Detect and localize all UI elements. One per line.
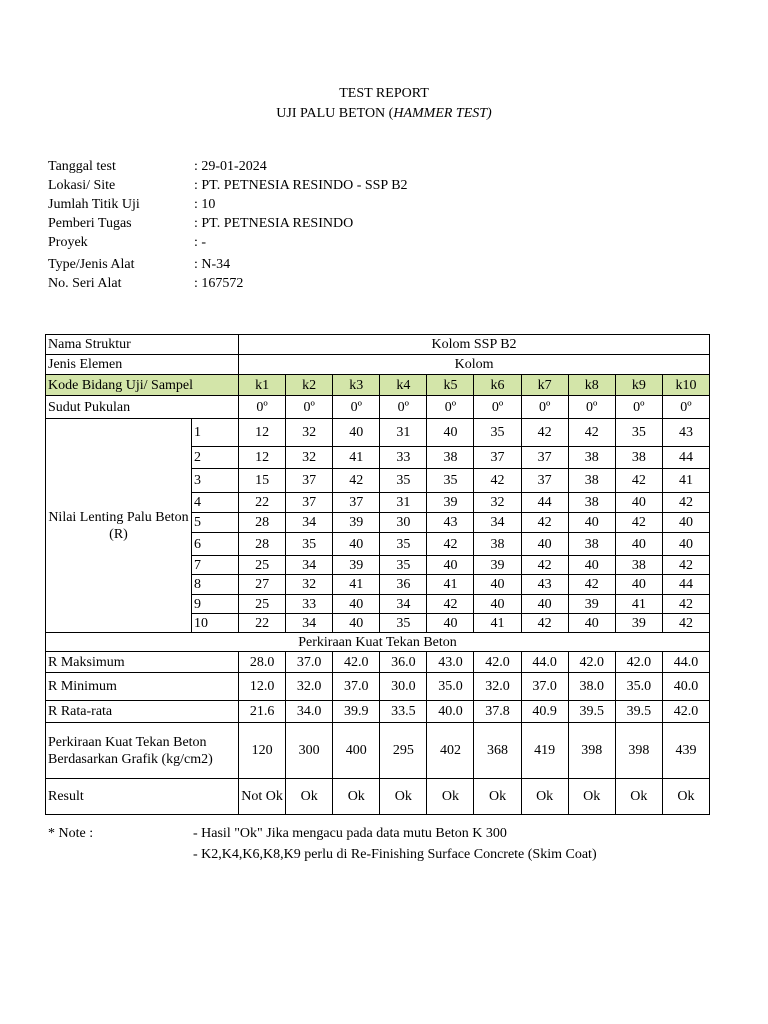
- rebound-value: 43: [427, 513, 474, 533]
- rebound-value: 42: [662, 614, 709, 633]
- rebound-value: 40: [662, 513, 709, 533]
- rmax-value: 43.0: [427, 652, 474, 673]
- rebound-value: 39: [427, 493, 474, 513]
- rmin-value: 32.0: [474, 673, 521, 701]
- rebound-value: 38: [568, 447, 615, 469]
- rmin-value: 38.0: [568, 673, 615, 701]
- rebound-value: 42: [427, 595, 474, 614]
- rebound-value: 42: [662, 595, 709, 614]
- rebound-value: 41: [474, 614, 521, 633]
- ravg-value: 37.8: [474, 701, 521, 723]
- strength-value: 295: [380, 723, 427, 779]
- strength-value: 120: [239, 723, 286, 779]
- rebound-value: 40: [333, 419, 380, 447]
- struktur-value: Kolom SSP B2: [239, 335, 710, 355]
- ravg-value: 34.0: [286, 701, 333, 723]
- rebound-value: 44: [521, 493, 568, 513]
- ravg-value: 40.9: [521, 701, 568, 723]
- result-value: Ok: [333, 779, 380, 815]
- rmax-value: 37.0: [286, 652, 333, 673]
- rebound-value: 37: [286, 469, 333, 493]
- rmax-value: 42.0: [474, 652, 521, 673]
- result-value: Ok: [427, 779, 474, 815]
- sudut-value: 0º: [380, 396, 427, 419]
- section-label: Perkiraan Kuat Tekan Beton: [46, 633, 710, 652]
- info-value: : 29-01-2024: [194, 159, 267, 174]
- rebound-value: 42: [662, 493, 709, 513]
- rebound-value: 22: [239, 614, 286, 633]
- rebound-value: 22: [239, 493, 286, 513]
- rebound-value: 39: [568, 595, 615, 614]
- row-strength: [46, 723, 710, 779]
- rebound-value: 41: [427, 575, 474, 595]
- rebound-value: 34: [474, 513, 521, 533]
- sample-code: k1: [239, 375, 286, 396]
- rmax-value: 42.0: [568, 652, 615, 673]
- info-label: Tanggal test: [48, 159, 116, 174]
- report-title: TEST REPORT: [339, 86, 429, 101]
- sample-code: k2: [286, 375, 333, 396]
- note-line-2: - K2,K4,K6,K8,K9 perlu di Re-Finishing Surface Concrete (Skim Coat): [193, 847, 597, 862]
- ravg-value: 39.5: [568, 701, 615, 723]
- kode-label: Kode Bidang Uji/ Sampel: [46, 375, 239, 396]
- sudut-value: 0º: [568, 396, 615, 419]
- rebound-value: 40: [662, 533, 709, 556]
- rebound-value: 40: [427, 556, 474, 575]
- ravg-label: R Rata-rata: [46, 701, 239, 723]
- rebound-value: 40: [427, 614, 474, 633]
- rebound-index: 4: [192, 493, 239, 513]
- rebound-value: 40: [615, 493, 662, 513]
- ravg-value: 21.6: [239, 701, 286, 723]
- rebound-value: 42: [568, 575, 615, 595]
- sample-code: k10: [662, 375, 709, 396]
- rebound-value: 40: [568, 614, 615, 633]
- rebound-value: 34: [286, 513, 333, 533]
- rebound-value: 40: [615, 575, 662, 595]
- info-row: [48, 257, 548, 276]
- info-row: [48, 159, 548, 178]
- rebound-value: 38: [474, 533, 521, 556]
- rebound-value: 37: [286, 493, 333, 513]
- note-line-1: - Hasil "Ok" Jika mengacu pada data mutu Beton K 300: [193, 826, 507, 841]
- rebound-row: [46, 419, 710, 447]
- rebound-value: 39: [333, 513, 380, 533]
- sudut-value: 0º: [521, 396, 568, 419]
- info-value: : N-34: [194, 257, 231, 272]
- rmax-value: 42.0: [333, 652, 380, 673]
- sample-code: k8: [568, 375, 615, 396]
- rebound-value: 39: [615, 614, 662, 633]
- row-struktur: [46, 335, 710, 355]
- rebound-value: 43: [521, 575, 568, 595]
- rmin-value: 37.0: [521, 673, 568, 701]
- rmax-value: 28.0: [239, 652, 286, 673]
- strength-value: 402: [427, 723, 474, 779]
- rebound-value: 38: [568, 533, 615, 556]
- rebound-index: 9: [192, 595, 239, 614]
- strength-value: 419: [521, 723, 568, 779]
- rebound-value: 34: [286, 614, 333, 633]
- row-r-avg: [46, 701, 710, 723]
- sample-code: k3: [333, 375, 380, 396]
- rebound-value: 41: [333, 447, 380, 469]
- report-subtitle: [0, 106, 768, 122]
- rebound-index: 5: [192, 513, 239, 533]
- rebound-value: 30: [380, 513, 427, 533]
- rebound-value: 42: [615, 513, 662, 533]
- rebound-value: 42: [521, 556, 568, 575]
- strength-label: [46, 723, 239, 779]
- rebound-value: 42: [521, 513, 568, 533]
- rmax-value: 44.0: [662, 652, 709, 673]
- rebound-value: 35: [380, 533, 427, 556]
- rebound-value: 40: [427, 419, 474, 447]
- rebound-value: 34: [380, 595, 427, 614]
- hammer-test-table: [45, 334, 710, 815]
- info-row: [48, 276, 548, 295]
- rebound-value: 37: [474, 447, 521, 469]
- rebound-value: 15: [239, 469, 286, 493]
- strength-value: 368: [474, 723, 521, 779]
- rebound-value: 38: [568, 469, 615, 493]
- rebound-value: 33: [380, 447, 427, 469]
- sample-code: k4: [380, 375, 427, 396]
- rebound-index: 10: [192, 614, 239, 633]
- rebound-label: Nilai Lenting Palu Beton (R): [46, 419, 192, 633]
- strength-value: 398: [615, 723, 662, 779]
- result-value: Ok: [380, 779, 427, 815]
- rebound-value: 32: [286, 447, 333, 469]
- strength-value: 400: [333, 723, 380, 779]
- ravg-value: 39.9: [333, 701, 380, 723]
- rebound-value: 40: [568, 556, 615, 575]
- rebound-value: 32: [286, 419, 333, 447]
- rebound-value: 36: [380, 575, 427, 595]
- rebound-value: 31: [380, 493, 427, 513]
- rebound-value: 42: [662, 556, 709, 575]
- rebound-value: 12: [239, 447, 286, 469]
- rebound-value: 42: [521, 419, 568, 447]
- rebound-value: 35: [380, 614, 427, 633]
- rmin-value: 35.0: [615, 673, 662, 701]
- info-label: Jumlah Titik Uji: [48, 197, 140, 212]
- result-value: Ok: [615, 779, 662, 815]
- subtitle-text: UJI PALU BETON (: [276, 106, 394, 121]
- ravg-value: 39.5: [615, 701, 662, 723]
- info-value: : PT. PETNESIA RESINDO - SSP B2: [194, 178, 408, 193]
- ravg-value: 40.0: [427, 701, 474, 723]
- sudut-value: 0º: [474, 396, 521, 419]
- sudut-value: 0º: [286, 396, 333, 419]
- sudut-value: 0º: [239, 396, 286, 419]
- rebound-value: 41: [662, 469, 709, 493]
- rebound-value: 34: [286, 556, 333, 575]
- rebound-value: 38: [427, 447, 474, 469]
- rebound-value: 31: [380, 419, 427, 447]
- rmax-label: R Maksimum: [46, 652, 239, 673]
- strength-label-line-1: Perkiraan Kuat Tekan Beton: [48, 734, 207, 750]
- rebound-index: 1: [192, 419, 239, 447]
- elemen-label: Jenis Elemen: [46, 355, 239, 375]
- rebound-value: 35: [615, 419, 662, 447]
- rebound-value: 41: [333, 575, 380, 595]
- rebound-value: 28: [239, 533, 286, 556]
- rebound-value: 37: [333, 493, 380, 513]
- rmin-label: R Minimum: [46, 673, 239, 701]
- result-value: Ok: [521, 779, 568, 815]
- rebound-value: 43: [662, 419, 709, 447]
- info-label: Pemberi Tugas: [48, 216, 132, 231]
- rebound-index: 6: [192, 533, 239, 556]
- rebound-value: 35: [380, 469, 427, 493]
- rebound-value: 35: [474, 419, 521, 447]
- rebound-value: 42: [568, 419, 615, 447]
- sudut-value: 0º: [662, 396, 709, 419]
- rebound-value: 25: [239, 556, 286, 575]
- rmax-value: 44.0: [521, 652, 568, 673]
- rebound-value: 33: [286, 595, 333, 614]
- info-label: Proyek: [48, 235, 88, 250]
- elemen-value: Kolom: [239, 355, 710, 375]
- rebound-value: 44: [662, 447, 709, 469]
- result-value: Ok: [286, 779, 333, 815]
- sudut-value: 0º: [427, 396, 474, 419]
- info-row: [48, 216, 548, 235]
- rebound-value: 40: [615, 533, 662, 556]
- note-label: * Note :: [48, 826, 94, 841]
- rebound-value: 40: [474, 595, 521, 614]
- rebound-value: 12: [239, 419, 286, 447]
- sample-code: k9: [615, 375, 662, 396]
- row-kode-sampel: [46, 375, 710, 396]
- row-r-max: [46, 652, 710, 673]
- row-result: [46, 779, 710, 815]
- info-label: Lokasi/ Site: [48, 178, 116, 193]
- info-label: Type/Jenis Alat: [48, 257, 135, 272]
- rebound-value: 28: [239, 513, 286, 533]
- rebound-value: 38: [615, 556, 662, 575]
- rebound-index: 3: [192, 469, 239, 493]
- rebound-value: 37: [521, 447, 568, 469]
- rebound-index: 7: [192, 556, 239, 575]
- rebound-value: 40: [474, 575, 521, 595]
- info-value: : -: [194, 235, 207, 250]
- rmin-value: 40.0: [662, 673, 709, 701]
- info-value: : 10: [194, 197, 216, 212]
- strength-value: 300: [286, 723, 333, 779]
- rebound-value: 25: [239, 595, 286, 614]
- info-row: [48, 235, 548, 254]
- ravg-value: 33.5: [380, 701, 427, 723]
- rmin-value: 12.0: [239, 673, 286, 701]
- rmax-value: 36.0: [380, 652, 427, 673]
- sample-code: k7: [521, 375, 568, 396]
- rebound-value: 42: [521, 614, 568, 633]
- rebound-value: 27: [239, 575, 286, 595]
- rebound-value: 32: [474, 493, 521, 513]
- rebound-index: 8: [192, 575, 239, 595]
- rebound-value: 39: [474, 556, 521, 575]
- rebound-value: 35: [380, 556, 427, 575]
- rebound-value: 32: [286, 575, 333, 595]
- rebound-index: 2: [192, 447, 239, 469]
- rebound-value: 42: [474, 469, 521, 493]
- rebound-value: 42: [333, 469, 380, 493]
- info-value: : PT. PETNESIA RESINDO: [194, 216, 354, 231]
- strength-value: 439: [662, 723, 709, 779]
- rebound-value: 40: [333, 614, 380, 633]
- rmin-value: 37.0: [333, 673, 380, 701]
- rebound-value: 41: [615, 595, 662, 614]
- result-label: Result: [46, 779, 239, 815]
- struktur-label: Nama Struktur: [46, 335, 239, 355]
- rebound-value: 42: [427, 533, 474, 556]
- info-row: [48, 178, 548, 197]
- sudut-value: 0º: [333, 396, 380, 419]
- rebound-value: 38: [568, 493, 615, 513]
- strength-label-line-2: Berdasarkan Grafik (kg/cm2): [48, 751, 213, 767]
- rmin-value: 30.0: [380, 673, 427, 701]
- rebound-value: 35: [427, 469, 474, 493]
- rmin-value: 35.0: [427, 673, 474, 701]
- rebound-value: 40: [521, 595, 568, 614]
- sample-code: k5: [427, 375, 474, 396]
- result-value: Not Ok: [239, 779, 286, 815]
- row-section: [46, 633, 710, 652]
- rmin-value: 32.0: [286, 673, 333, 701]
- ravg-value: 42.0: [662, 701, 709, 723]
- rebound-value: 42: [615, 469, 662, 493]
- rebound-value: 40: [333, 533, 380, 556]
- info-row: [48, 197, 548, 216]
- rebound-value: 37: [521, 469, 568, 493]
- rmax-value: 42.0: [615, 652, 662, 673]
- result-value: Ok: [474, 779, 521, 815]
- row-r-min: [46, 673, 710, 701]
- rebound-value: 35: [286, 533, 333, 556]
- rebound-value: 38: [615, 447, 662, 469]
- strength-value: 398: [568, 723, 615, 779]
- sudut-label: Sudut Pukulan: [46, 396, 239, 419]
- row-elemen: [46, 355, 710, 375]
- rebound-value: 40: [568, 513, 615, 533]
- rebound-value: 40: [521, 533, 568, 556]
- sample-code: k6: [474, 375, 521, 396]
- result-value: Ok: [662, 779, 709, 815]
- info-value: : 167572: [194, 276, 244, 291]
- sudut-value: 0º: [615, 396, 662, 419]
- subtitle-italic: HAMMER TEST): [393, 106, 492, 121]
- row-sudut: [46, 396, 710, 419]
- result-value: Ok: [568, 779, 615, 815]
- rebound-value: 44: [662, 575, 709, 595]
- rebound-value: 39: [333, 556, 380, 575]
- info-label: No. Seri Alat: [48, 276, 122, 291]
- rebound-value: 40: [333, 595, 380, 614]
